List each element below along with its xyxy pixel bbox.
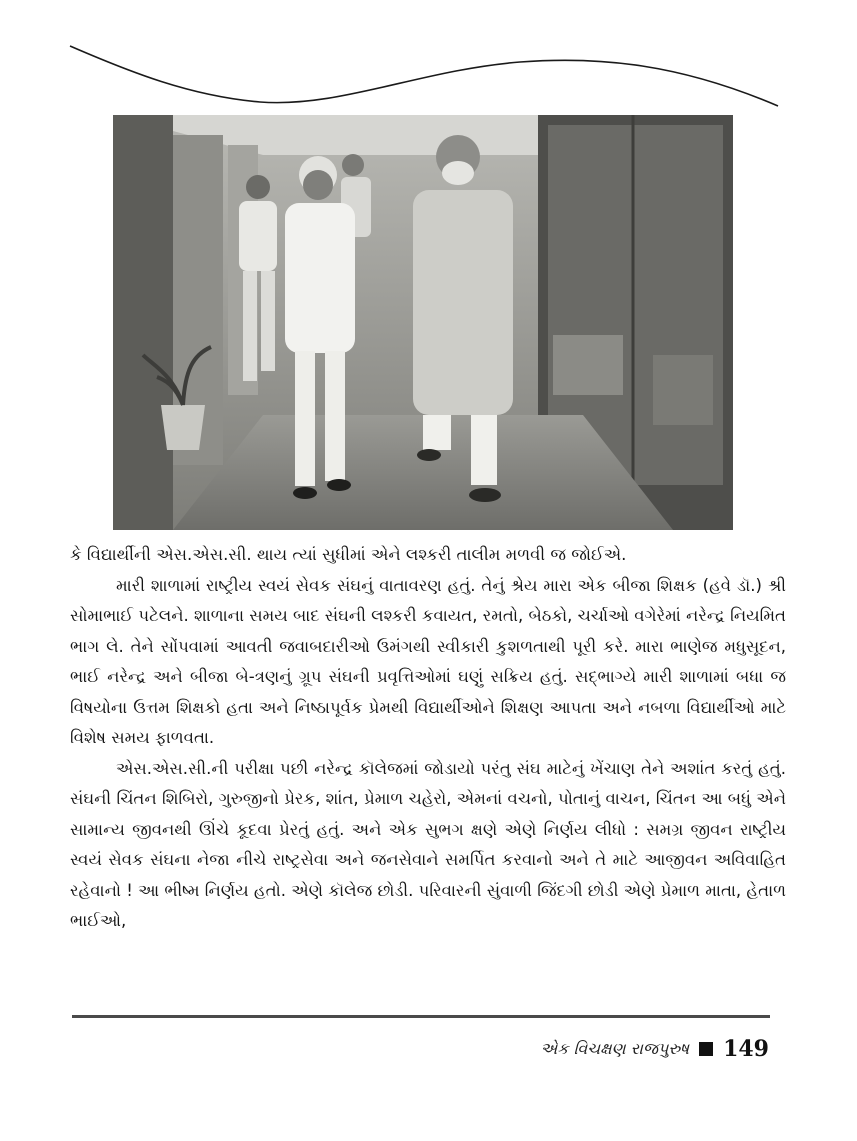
footer-book-title: એક વિચક્ષણ રાજપુરુષ [540, 1039, 690, 1058]
page-number: 149 [723, 1036, 769, 1062]
square-bullet-icon [699, 1042, 713, 1056]
photo-illustration [113, 115, 733, 530]
paragraph-1: કે વિદ્યાર્થીની એસ.એસ.સી. થાય ત્યાં સુધીમાં એને લશ્કરી તાલીમ મળવી જ જોઈએ. [70, 545, 627, 564]
photograph [113, 115, 733, 530]
paragraph-2: મારી શાળામાં રાષ્ટ્રીય સ્વયં સેવક સંઘનું વાતાવરણ હતું. તેનું શ્રેય મારા એક બીજા શિક્ષક (હવે ડૉ.) શ્રી સોમાભાઈ પટેલને. શાળાના સમય બાદ સંઘની લશ્કરી કવાયત, રમતો, બેઠકો, ચર્ચાઓ વગેરેમાં નરેન્દ્ર નિયમિત ભાગ લે. તેને સોંપવામાં આવતી જવાબદારીઓ ઉમંગથી સ્વીકારી કુશળતાથી પૂરી કરે. મારા ભાણેજ મધુસૂદન, ભાઈ નરેન્દ્ર અને બીજા બે-ત્રણનું ગ્રૂપ સંઘની પ્રવૃત્તિઓમાં ઘણું સક્રિય હતું. સદ્ભાગ્યે મારી શાળામાં બધા જ વિષયોના ઉત્તમ શિક્ષકો હતા અને નિષ્ઠાપૂર્વક પ્રેમથી વિદ્યાર્થીઓને શિક્ષણ આપતા અને નબળા વિદ્યાર્થીઓ માટે વિશેષ સમય ફાળવતા. [70, 575, 786, 747]
header-wave-decoration [0, 0, 857, 120]
page-footer [540, 1032, 769, 1066]
paragraph-3: એસ.એસ.સી.ની પરીક્ષા પછી નરેન્દ્ર કૉલેજમાં જોડાયો પરંતુ સંઘ માટેનું ખેંચાણ તેને અશાંત કરતું હતું. સંઘની ચિંતન શિબિરો, ગુરુજીનો પ્રેરક, શાંત, પ્રેમાળ ચહેરો, એમનાં વચનો, પોતાનું વાચન, ચિંતન આ બધું એને સામાન્ય જીવનથી ઊંચે કૂદવા પ્રેરતું હતું. અને એક સુભગ ક્ષણે એણે નિર્ણય લીધો : સમગ્ર જીવન રાષ્ટ્રીય સ્વયં સેવક સંઘના નેજા નીચે રાષ્ટ્રસેવા અને જનસેવાને સમર્પિત કરવાનો અને તે માટે આજીવન અવિવાહિત રહેવાનો ! આ ભીષ્મ નિર્ણય હતો. એણે કૉલેજ છોડી. પરિવારની સુંવાળી જિંદગી છોડી એણે પ્રેમાળ માતા, હેતાળ ભાઈઓ, [70, 758, 787, 930]
body-text [70, 540, 786, 937]
bottom-rule [72, 1015, 770, 1018]
